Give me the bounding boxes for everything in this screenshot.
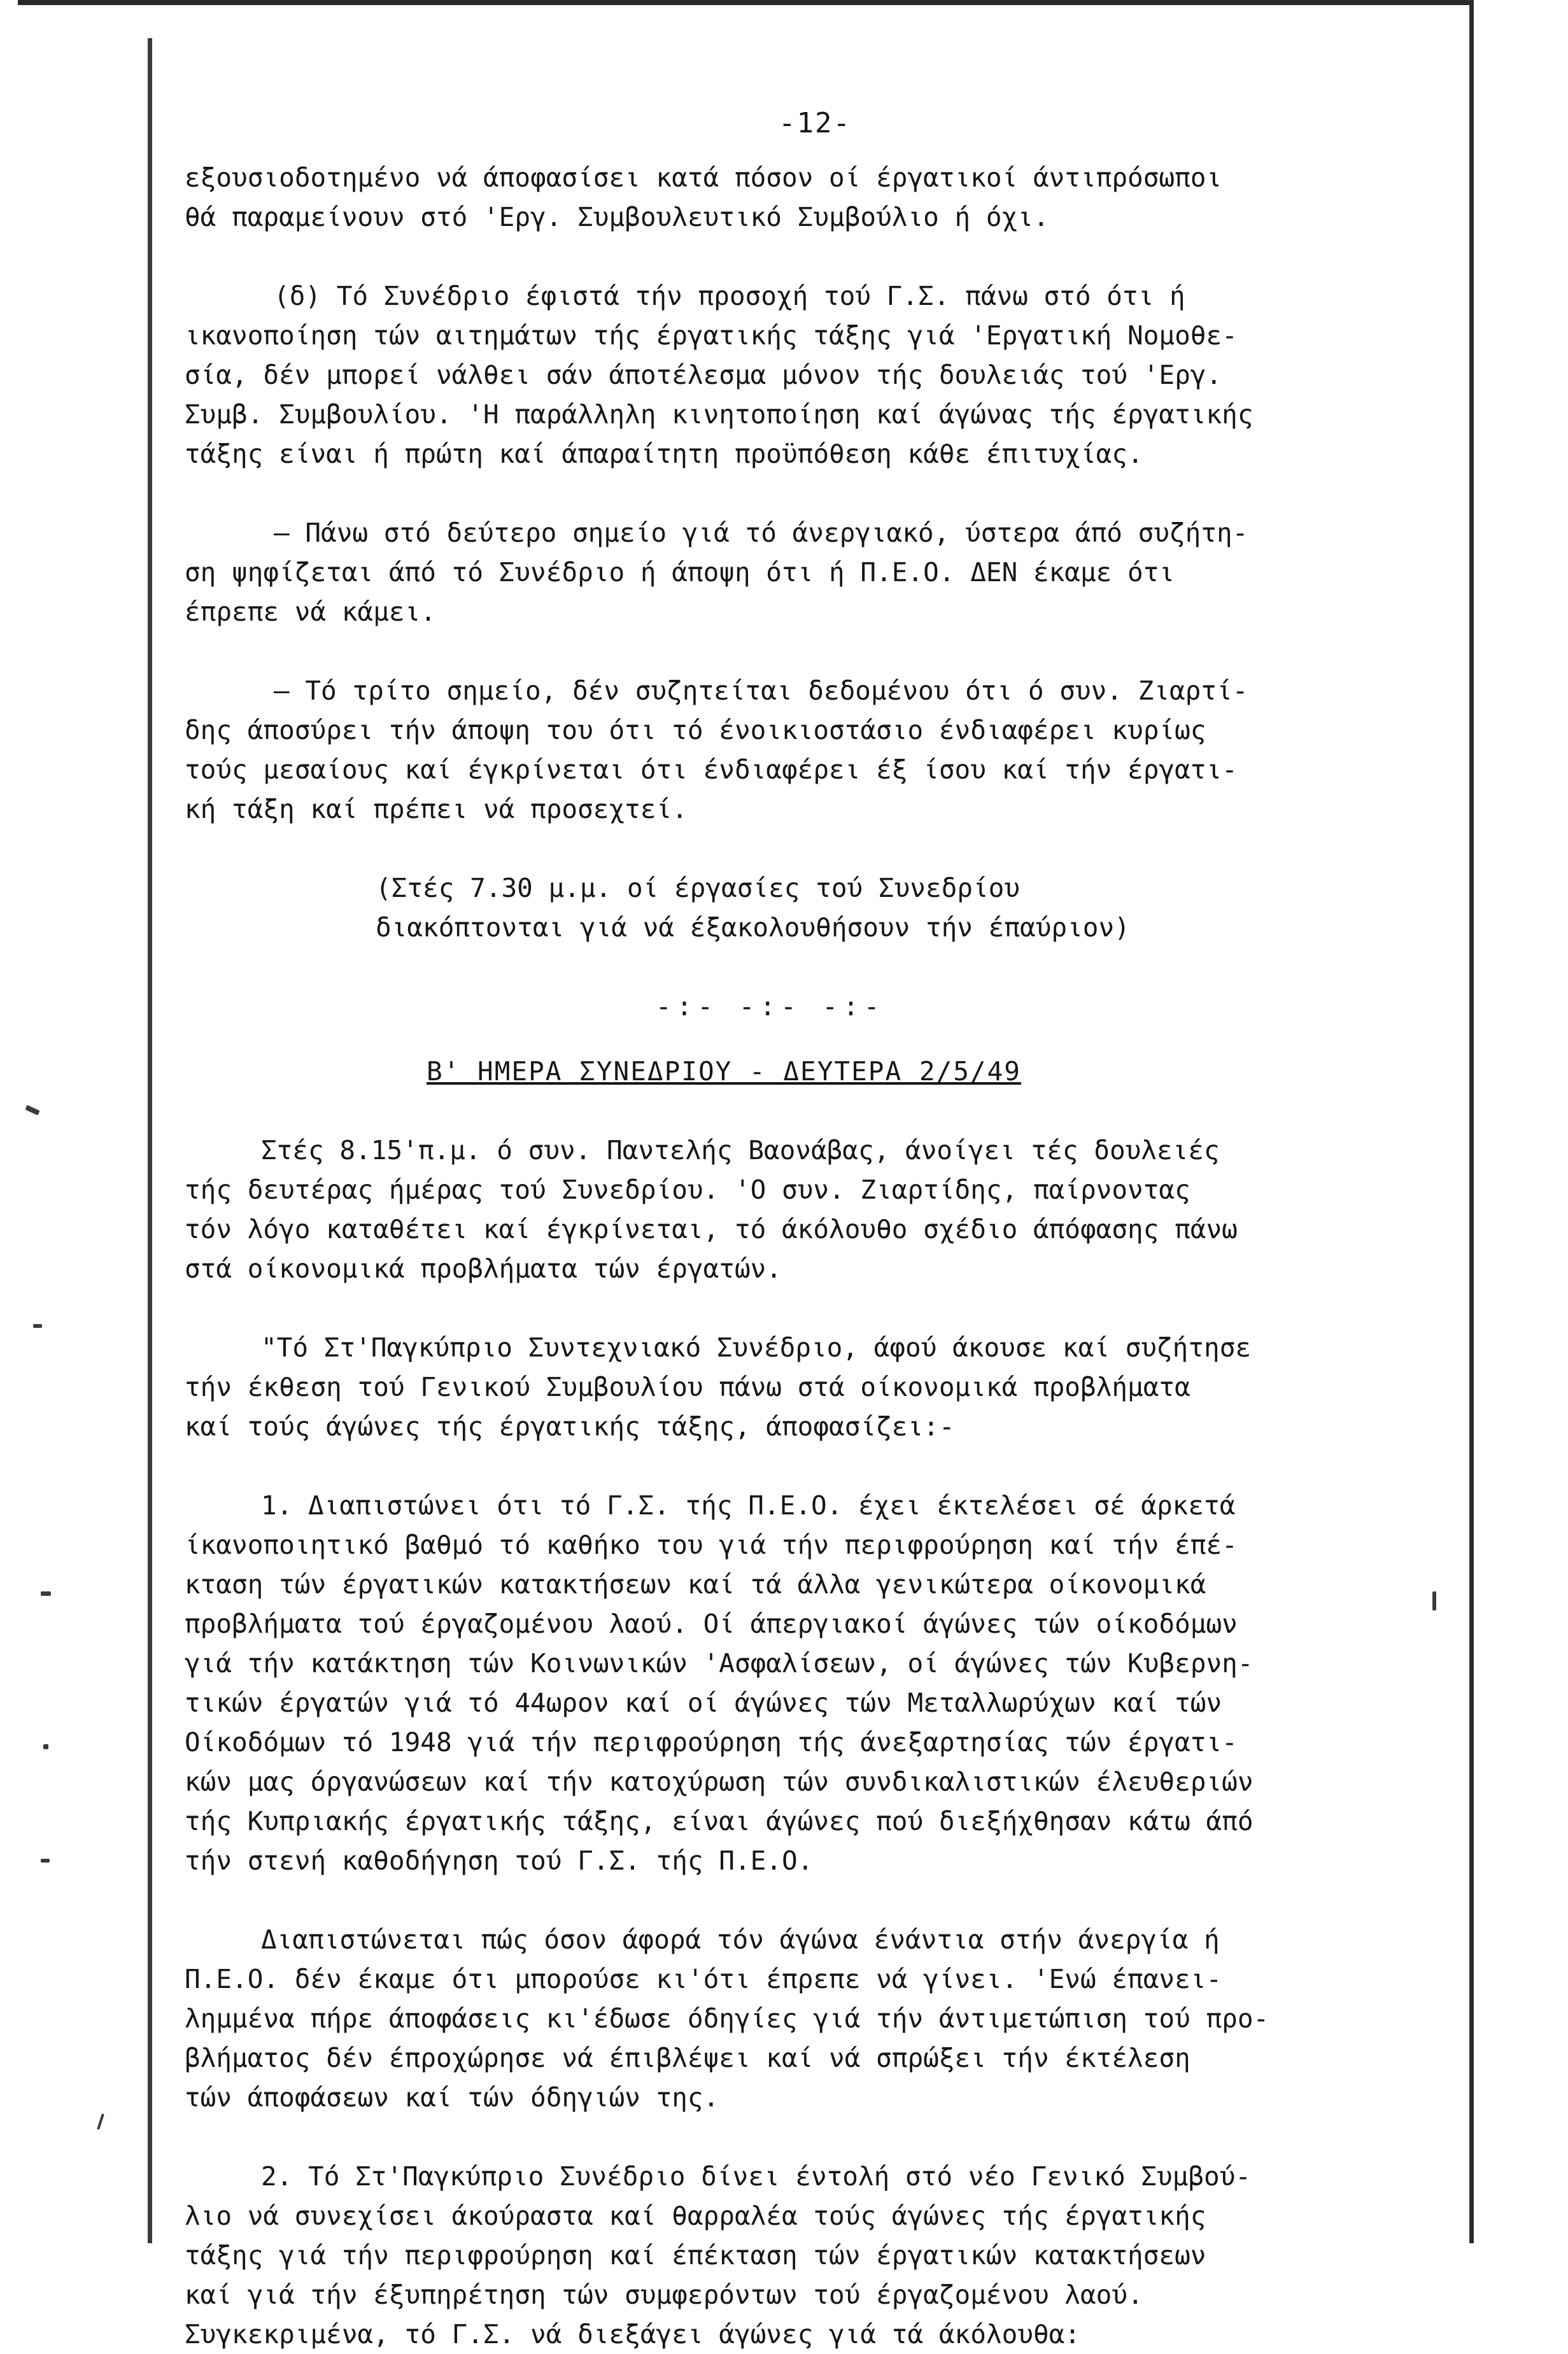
text-line: τήν στενή καθοδήγηση τού Γ.Σ. τής Π.Ε.Ο.	[185, 1845, 814, 1876]
text-line: Οίκοδόμων τό 1948 γιά τήν περιφρούρηση τής άνεξαρτησίας τών έργατι-	[185, 1727, 1238, 1758]
text-line: (δ) Τό Συνέδριο έφιστά τήν προσοχή τού Γ.Σ. πάνω στό ότι ή	[274, 281, 1185, 311]
text-line: λημμένα πήρε άποφάσεις κι'έδωσε όδηγίες γιά τήν άντιμετώπιση τού προ-	[185, 2003, 1269, 2034]
scan-speck	[97, 2113, 104, 2130]
text-line: κών μας όργανώσεων καί τήν κατοχύρωση τών συνδικαλιστικών έλευθεριών	[185, 1766, 1254, 1797]
text-line: γιά τήν κατάκτηση τών Κοινωνικών 'Ασφαλίσεων, οί άγώνες τών Κυβερνη-	[185, 1648, 1254, 1679]
section-separator: -:- -:- -:-	[656, 991, 885, 1022]
text-line: 1. Διαπιστώνει ότι τό Γ.Σ. τής Π.Ε.Ο. έχει έκτελέσει σέ άρκετά	[261, 1490, 1236, 1521]
text-line: τάξης γιά τήν περιφρούρηση καί έπέκταση τών έργατικών κατακτήσεων	[185, 2240, 1206, 2271]
text-line: τάξης είναι ή πρώτη καί άπαραίτητη προϋπόθεση κάθε έπιτυχίας.	[185, 439, 1143, 469]
text-line: "Τό Στ'Παγκύπριο Συντεχνιακό Συνέδριο, άφού άκουσε καί συζήτησε	[261, 1332, 1252, 1363]
text-line: κταση τών έργατικών κατακτήσεων καί τά άλλα γενικώτερα οίκονομικά	[185, 1569, 1206, 1600]
scan-right-border	[1469, 0, 1474, 2243]
scan-top-border	[18, 0, 1469, 22]
text-line: (Στές 7.30 μ.μ. οί έργασίες τού Συνεδρίου	[376, 873, 1021, 903]
text-line: στά οίκονομικά προβλήματα τών έργατών.	[185, 1253, 782, 1284]
text-line: τήν έκθεση τού Γενικού Συμβουλίου πάνω στά οίκονομικά προβλήματα	[185, 1372, 1190, 1402]
text-line: τής Κυπριακής έργατικής τάξης, είναι άγώνες πού διεξήχθησαν κάτω άπό	[185, 1806, 1254, 1836]
scan-speck	[41, 1859, 50, 1863]
text-line: δης άποσύρει τήν άποψη του ότι τό ένοικιοστάσιο ένδιαφέρει κυρίως	[185, 715, 1206, 745]
scan-left-margin-line	[148, 38, 152, 2243]
text-line: καί τούς άγώνες τής έργατικής τάξης, άποφασίζει:-	[185, 1411, 955, 1442]
text-line: καί γιά τήν έξυπηρέτηση τών συμφερόντων τού έργαζομένου λαού.	[185, 2280, 1143, 2310]
text-line: Συγκεκριμένα, τό Γ.Σ. νά διεξάγει άγώνες γιά τά άκόλουθα:	[185, 2319, 1080, 2350]
text-line: ση ψηφίζεται άπό τό Συνέδριο ή άποψη ότι ή Π.Ε.Ο. ΔΕΝ έκαμε ότι	[185, 557, 1175, 588]
text-line: Στές 8.15'π.μ. ό συν. Παντελής Βαονάβας, άνοίγει τές δουλειές	[261, 1135, 1220, 1166]
section-heading: Β' ΗΜΕΡΑ ΣΥΝΕΔΡΙΟΥ - ΔΕΥΤΕΡΑ 2/5/49	[427, 1056, 1021, 1087]
text-line: Συμβ. Συμβουλίου. 'Η παράλληλη κινητοποίηση καί άγώνας τής έργατικής	[185, 399, 1254, 430]
text-line: τών άποφάσεων καί τών όδηγιών της.	[185, 2082, 719, 2113]
scan-speck	[41, 1591, 51, 1596]
text-line: 2. Τό Στ'Παγκύπριο Συνέδριο δίνει έντολή στό νέο Γενικό Συμβού-	[261, 2161, 1252, 2192]
text-line: — Τό τρίτο σημείο, δέν συζητείται δεδομένου ότι ό συν. Ζιαρτί-	[274, 675, 1248, 706]
text-line: τικών έργατών γιά τό 44ωρον καί οί άγώνες τών Μεταλλωρύχων καί τών	[185, 1688, 1222, 1718]
text-line: διακόπτονται γιά νά έξακολουθήσουν τήν έπαύριον)	[376, 912, 1130, 943]
scan-speck	[43, 1744, 48, 1749]
document-body	[185, 158, 1458, 2354]
scan-speck	[25, 1105, 39, 1116]
text-line: Διαπιστώνεται πώς όσον άφορά τόν άγώνα ένάντια στήν άνεργία ή	[261, 1924, 1220, 1955]
text-line: θά παραμείνουν στό 'Εργ. Συμβουλευτικό Συμβούλιο ή όχι.	[185, 202, 1049, 232]
text-line: τούς μεσαίους καί έγκρίνεται ότι ένδιαφέρει έξ ίσου καί τήν έργατι-	[185, 754, 1238, 785]
text-line: Π.Ε.Ο. δέν έκαμε ότι μπορούσε κι'ότι έπρεπε νά γίνει. 'Ενώ έπανει-	[185, 1964, 1222, 1994]
page-number: -12-	[779, 107, 851, 139]
text-line: — Πάνω στό δεύτερο σημείο γιά τό άνεργιακό, ύστερα άπό συζήτη-	[274, 518, 1248, 548]
text-line: σία, δέν μπορεί νάλθει σάν άποτέλεσμα μόνον τής δουλειάς τού 'Εργ.	[185, 360, 1222, 390]
text-line: έπρεπε νά κάμει.	[185, 596, 436, 627]
text-line: λιο νά συνεχίσει άκούραστα καί θαρραλέα τούς άγώνες τής έργατικής	[185, 2201, 1206, 2231]
text-line: εξουσιοδοτημένο νά άποφασίσει κατά πόσον οί έργατικοί άντιπρόσωποι	[185, 162, 1222, 193]
scan-speck	[33, 1324, 42, 1328]
text-line: κή τάξη καί πρέπει νά προσεχτεί.	[185, 794, 688, 824]
text-line: βλήματος δέν έπροχώρησε νά έπιβλέψει καί νά σπρώξει τήν έκτέλεση	[185, 2043, 1190, 2073]
text-line: προβλήματα τού έργαζομένου λαού. Οί άπεργιακοί άγώνες τών οίκοδόμων	[185, 1609, 1238, 1639]
text-line: τόν λόγο καταθέτει καί έγκρίνεται, τό άκόλουθο σχέδιο άπόφασης πάνω	[185, 1214, 1238, 1244]
text-line: ικανοποίηση τών αιτημάτων τής έργατικής τάξης γιά 'Εργατική Νομοθε-	[185, 320, 1238, 351]
text-line: ίκανοποιητικό βαθμό τό καθήκο του γιά τήν περιφρούρηση καί τήν έπέ-	[185, 1530, 1238, 1560]
text-line: τής δευτέρας ήμέρας τού Συνεδρίου. 'Ο συν. Ζιαρτίδης, παίρνοντας	[185, 1174, 1190, 1205]
